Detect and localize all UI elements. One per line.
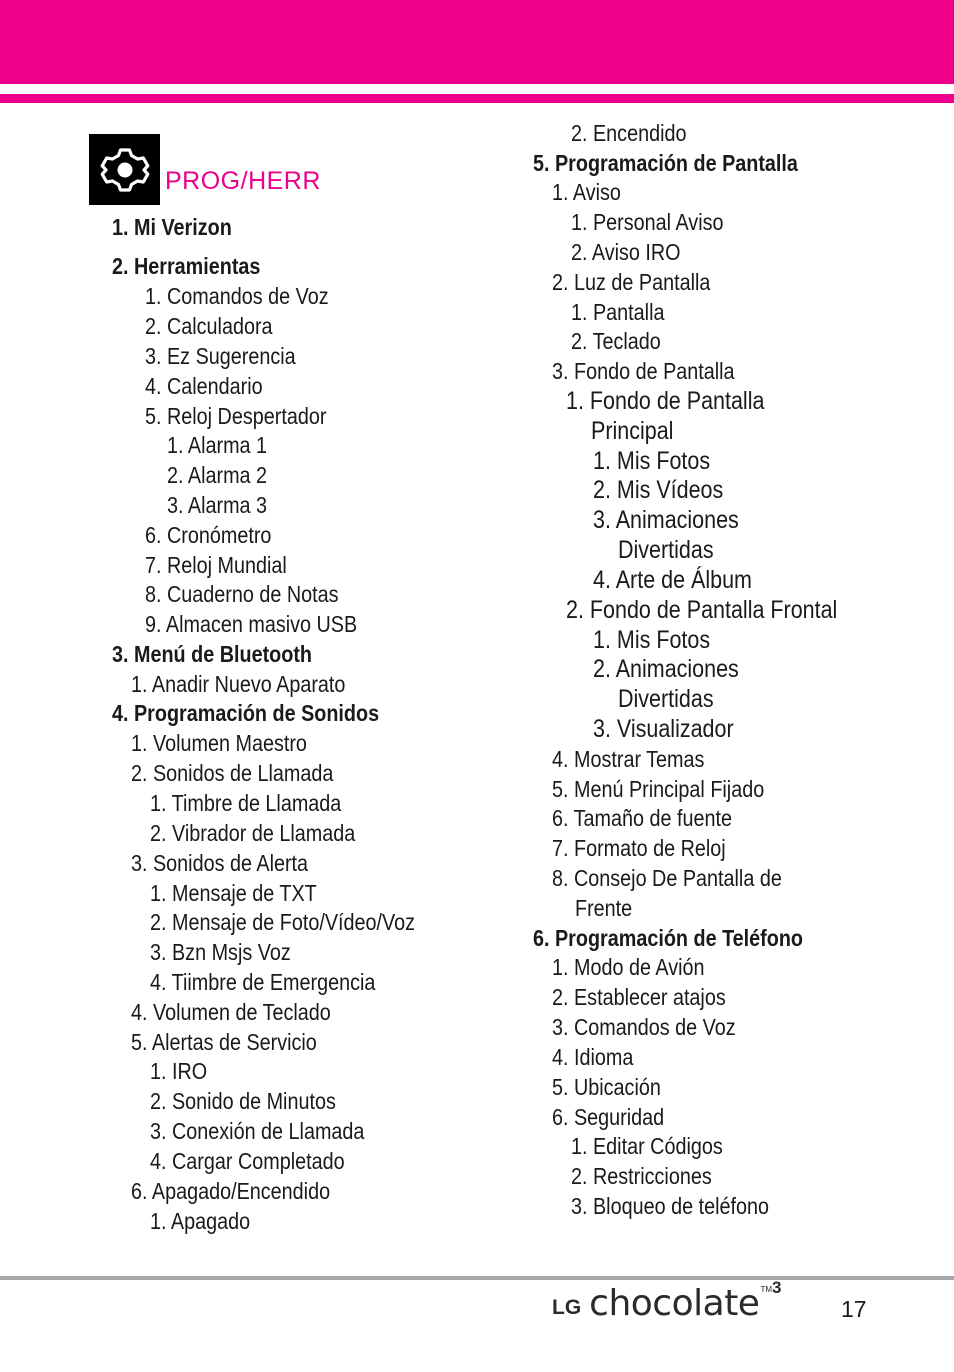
menu-item: 3. Conexión de Llamada bbox=[150, 1118, 365, 1144]
brand-lg: LG bbox=[552, 1296, 582, 1319]
menu-item: 1. Comandos de Voz bbox=[145, 283, 329, 309]
menu-item: 1. Mensaje de TXT bbox=[150, 880, 317, 906]
menu-item: 2. Teclado bbox=[571, 328, 661, 354]
menu-item: 1. Editar Códigos bbox=[571, 1133, 723, 1159]
menu-section-heading: 6. Programación de Teléfono bbox=[533, 925, 804, 951]
menu-item: 3. Bzn Msjs Voz bbox=[150, 939, 291, 965]
menu-item: 1. Apagado bbox=[150, 1208, 251, 1234]
menu-section-heading: 1. Mi Verizon bbox=[112, 214, 232, 240]
menu-item: 4. Cargar Completado bbox=[150, 1148, 345, 1174]
menu-item: 2. Mis Vídeos bbox=[593, 476, 724, 504]
header-bar bbox=[0, 0, 954, 84]
menu-item: 1. IRO bbox=[150, 1058, 208, 1084]
menu-item: 1. Alarma 1 bbox=[167, 432, 268, 458]
menu-item: 1. Mis Fotos bbox=[593, 447, 711, 475]
menu-section-heading: 2. Herramientas bbox=[112, 253, 261, 279]
menu-item: 8. Consejo De Pantalla de bbox=[552, 865, 782, 891]
menu-item: 6. Seguridad bbox=[552, 1104, 665, 1130]
menu-item: 2. Mensaje de Foto/Vídeo/Voz bbox=[150, 909, 416, 935]
menu-item: 2. Aviso IRO bbox=[571, 239, 681, 265]
menu-item: 5. Menú Principal Fijado bbox=[552, 776, 765, 802]
menu-item: 4. Calendario bbox=[145, 373, 263, 399]
menu-item: Divertidas bbox=[618, 685, 714, 713]
menu-section-heading: 4. Programación de Sonidos bbox=[112, 700, 380, 726]
menu-item: 7. Formato de Reloj bbox=[552, 835, 726, 861]
menu-item: 3. Fondo de Pantalla bbox=[552, 358, 735, 384]
menu-item: 4. Idioma bbox=[552, 1044, 634, 1070]
menu-section-heading: 5. Programación de Pantalla bbox=[533, 150, 798, 176]
menu-item: 2. Calculadora bbox=[145, 313, 273, 339]
menu-item: 1. Volumen Maestro bbox=[131, 730, 307, 756]
menu-item: 2. Alarma 2 bbox=[167, 462, 268, 488]
page-number: 17 bbox=[841, 1296, 867, 1322]
brand-version: 3 bbox=[772, 1278, 782, 1297]
menu-item: 3. Comandos de Voz bbox=[552, 1014, 736, 1040]
menu-item: Principal bbox=[591, 417, 674, 445]
menu-item: 7. Reloj Mundial bbox=[145, 552, 287, 578]
menu-item: 4. Tiimbre de Emergencia bbox=[150, 969, 376, 995]
menu-item: 1. Timbre de Llamada bbox=[150, 790, 342, 816]
menu-item: 4. Arte de Álbum bbox=[593, 566, 752, 594]
menu-item: 1. Mis Fotos bbox=[593, 626, 711, 654]
menu-item: 6. Apagado/Encendido bbox=[131, 1178, 331, 1204]
menu-item: 1. Aviso bbox=[552, 179, 621, 205]
menu-item: 2. Vibrador de Llamada bbox=[150, 820, 356, 846]
brand-name: chocolate bbox=[589, 1283, 760, 1324]
menu-item: 2. Encendido bbox=[571, 120, 687, 146]
menu-item: 5. Ubicación bbox=[552, 1074, 661, 1100]
brand-trademark: TM bbox=[760, 1285, 773, 1294]
menu-item: 4. Mostrar Temas bbox=[552, 746, 705, 772]
menu-item: 2. Luz de Pantalla bbox=[552, 269, 711, 295]
menu-item: 3. Animaciones bbox=[593, 506, 739, 534]
menu-item: 6. Tamaño de fuente bbox=[552, 805, 732, 831]
menu-item: 2. Sonidos de Llamada bbox=[131, 760, 334, 786]
section-title: PROG/HERR bbox=[165, 167, 321, 195]
menu-item: 6. Cronómetro bbox=[145, 522, 272, 548]
menu-item: 8. Cuaderno de Notas bbox=[145, 581, 339, 607]
menu-item: 2. Sonido de Minutos bbox=[150, 1088, 336, 1114]
menu-item: 5. Alertas de Servicio bbox=[131, 1029, 317, 1055]
menu-item: 1. Pantalla bbox=[571, 299, 665, 325]
menu-item: 1. Personal Aviso bbox=[571, 209, 724, 235]
menu-item: 9. Almacen masivo USB bbox=[145, 611, 358, 637]
menu-item: 3. Ez Sugerencia bbox=[145, 343, 296, 369]
menu-item: 4. Volumen de Teclado bbox=[131, 999, 331, 1025]
menu-item: 5. Reloj Despertador bbox=[145, 403, 327, 429]
menu-item: 1. Modo de Avión bbox=[552, 954, 705, 980]
menu-item: 1. Fondo de Pantalla bbox=[566, 387, 765, 415]
gear-icon bbox=[89, 134, 160, 205]
menu-item: 2. Restricciones bbox=[571, 1163, 712, 1189]
menu-item: 3. Bloqueo de teléfono bbox=[571, 1193, 769, 1219]
footer-divider bbox=[0, 1276, 954, 1280]
menu-item: 2. Animaciones bbox=[593, 655, 739, 683]
menu-item: 2. Establecer atajos bbox=[552, 984, 726, 1010]
menu-item: 2. Fondo de Pantalla Frontal bbox=[566, 596, 838, 624]
menu-item: Divertidas bbox=[618, 536, 714, 564]
menu-item: 3. Alarma 3 bbox=[167, 492, 268, 518]
menu-section-heading: 3. Menú de Bluetooth bbox=[112, 641, 313, 667]
menu-item: Frente bbox=[575, 895, 633, 921]
menu-item: 3. Sonidos de Alerta bbox=[131, 850, 309, 876]
menu-item: 3. Visualizador bbox=[593, 715, 734, 743]
menu-item: 1. Anadir Nuevo Aparato bbox=[131, 671, 346, 697]
header-stripe bbox=[0, 94, 954, 103]
brand-logo bbox=[552, 1280, 781, 1324]
